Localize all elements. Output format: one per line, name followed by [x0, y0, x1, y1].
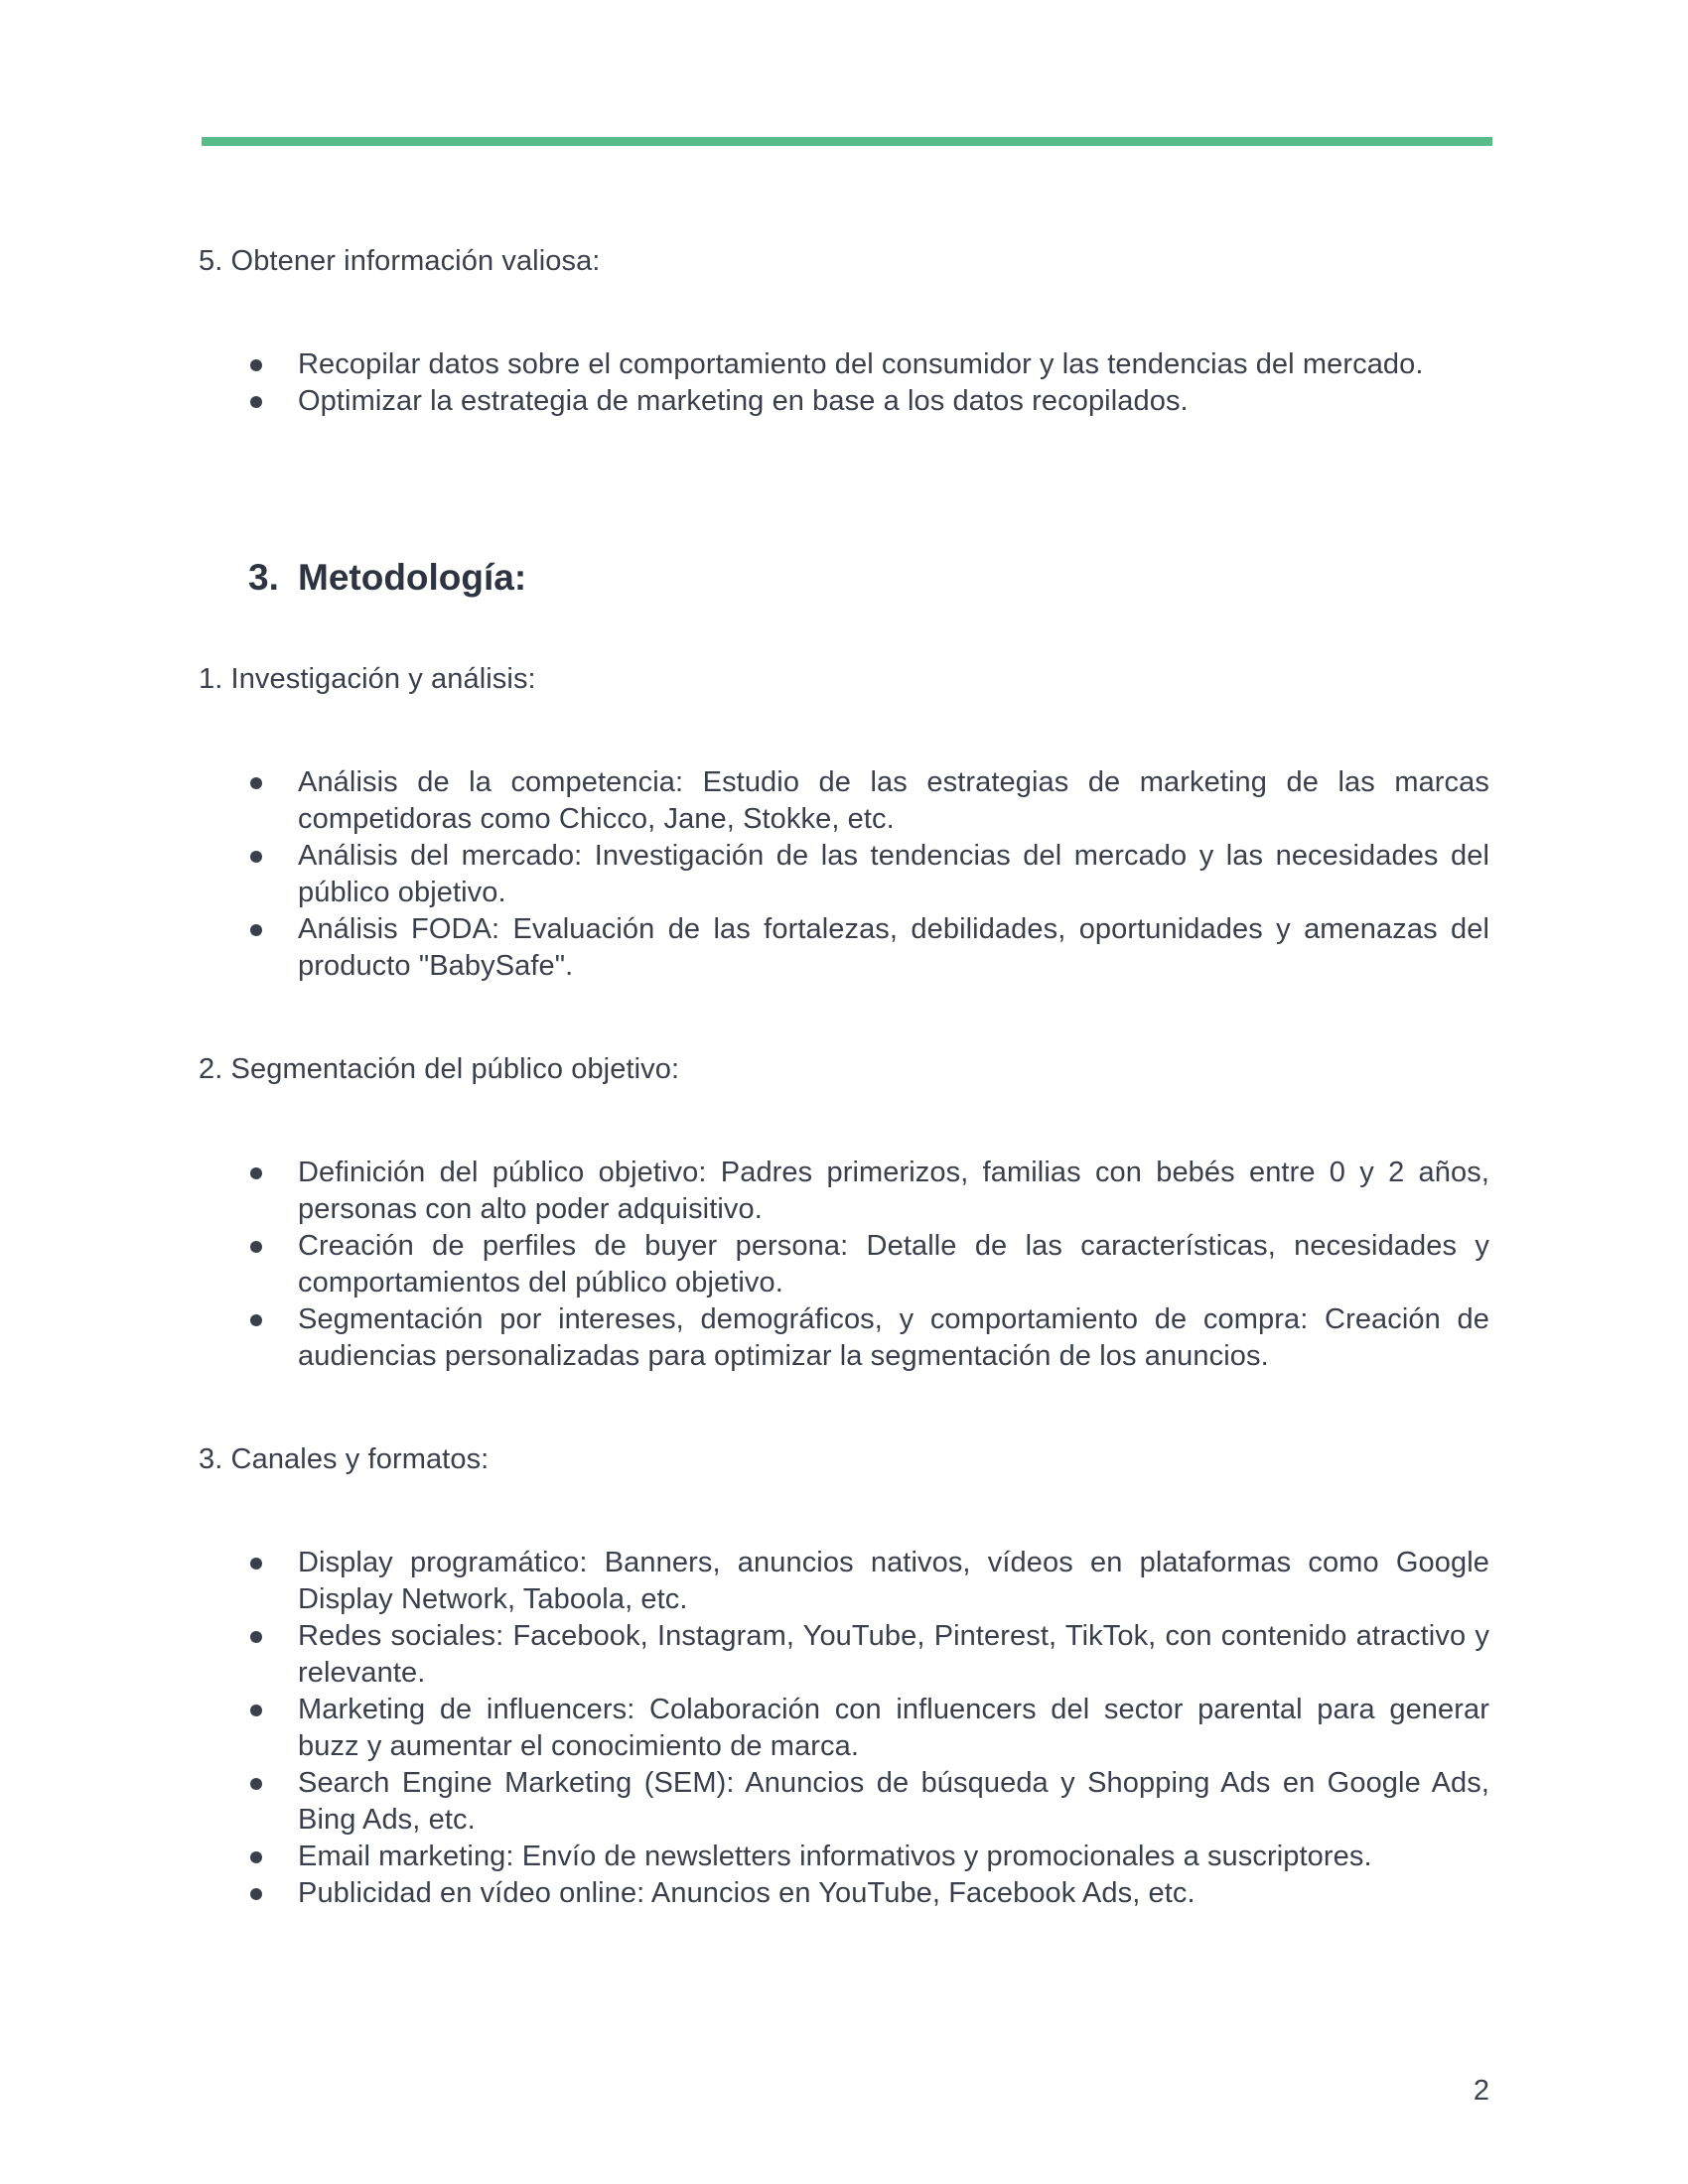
- list-item: Segmentación por intereses, demográficos, y comportamiento de compra: Creación de audiencias personalizadas para optimizar la segmentación de los anuncios.: [199, 1301, 1489, 1375]
- list-item: Redes sociales: Facebook, Instagram, YouTube, Pinterest, TikTok, con contenido atractivo y relevante.: [199, 1618, 1489, 1692]
- subsection-1-title: 1. Investigación y análisis:: [199, 663, 536, 695]
- bullet-icon: [250, 1631, 262, 1643]
- bullet-icon: [250, 924, 262, 936]
- bullet-icon: [250, 1167, 262, 1179]
- list-item: Search Engine Marketing (SEM): Anuncios de búsqueda y Shopping Ads en Google Ads, Bing Ads, etc.: [199, 1765, 1489, 1839]
- bullet-icon: [250, 1851, 262, 1863]
- page-number: 2: [1473, 2075, 1489, 2107]
- list-item: Optimizar la estrategia de marketing en base a los datos recopilados.: [199, 383, 1489, 420]
- header-rule: [202, 137, 1492, 146]
- heading-title: Metodología:: [298, 557, 527, 598]
- bullet-icon: [250, 1558, 262, 1570]
- bullet-icon: [250, 1705, 262, 1716]
- subsection-2-list: [199, 1155, 1489, 1375]
- subsection-1-list: [199, 764, 1489, 985]
- list-item: Creación de perfiles de buyer persona: Detalle de las características, necesidades y comportamientos del público objetivo.: [199, 1228, 1489, 1301]
- section-heading: [199, 556, 1489, 600]
- list-item: Análisis de la competencia: Estudio de las estrategias de marketing de las marcas competidoras como Chicco, Jane, Stokke, etc.: [199, 764, 1489, 838]
- bullet-icon: [250, 851, 262, 863]
- list-item: Display programático: Banners, anuncios nativos, vídeos en plataformas como Google Display Network, Taboola, etc.: [199, 1545, 1489, 1618]
- list-item: Análisis FODA: Evaluación de las fortalezas, debilidades, oportunidades y amenazas del producto "BabySafe".: [199, 911, 1489, 985]
- document-body: [199, 243, 1489, 1912]
- list-item: Email marketing: Envío de newsletters informativos y promocionales a suscriptores.: [199, 1839, 1489, 1875]
- bullet-icon: [250, 1314, 262, 1326]
- list-item: Recopilar datos sobre el comportamiento del consumidor y las tendencias del mercado.: [199, 346, 1489, 383]
- bullet-icon: [250, 1888, 262, 1900]
- subsection-2-title: 2. Segmentación del público objetivo:: [199, 1053, 680, 1085]
- section-5-list: [199, 346, 1489, 420]
- list-item: Marketing de influencers: Colaboración con influencers del sector parental para generar buzz y aumentar el conocimiento de marca.: [199, 1692, 1489, 1765]
- bullet-icon: [250, 359, 262, 371]
- bullet-icon: [250, 777, 262, 789]
- bullet-icon: [250, 396, 262, 408]
- list-item: Publicidad en vídeo online: Anuncios en YouTube, Facebook Ads, etc.: [199, 1875, 1489, 1912]
- bullet-icon: [250, 1778, 262, 1790]
- heading-number: 3.: [248, 557, 279, 598]
- list-item: Definición del público objetivo: Padres primerizos, familias con bebés entre 0 y 2 años, personas con alto poder adquisitivo.: [199, 1155, 1489, 1228]
- section-5-title: 5. Obtener información valiosa:: [199, 245, 601, 277]
- subsection-3-title: 3. Canales y formatos:: [199, 1443, 490, 1475]
- subsection-3-list: [199, 1545, 1489, 1912]
- bullet-icon: [250, 1241, 262, 1253]
- list-item: Análisis del mercado: Investigación de las tendencias del mercado y las necesidades del público objetivo.: [199, 838, 1489, 911]
